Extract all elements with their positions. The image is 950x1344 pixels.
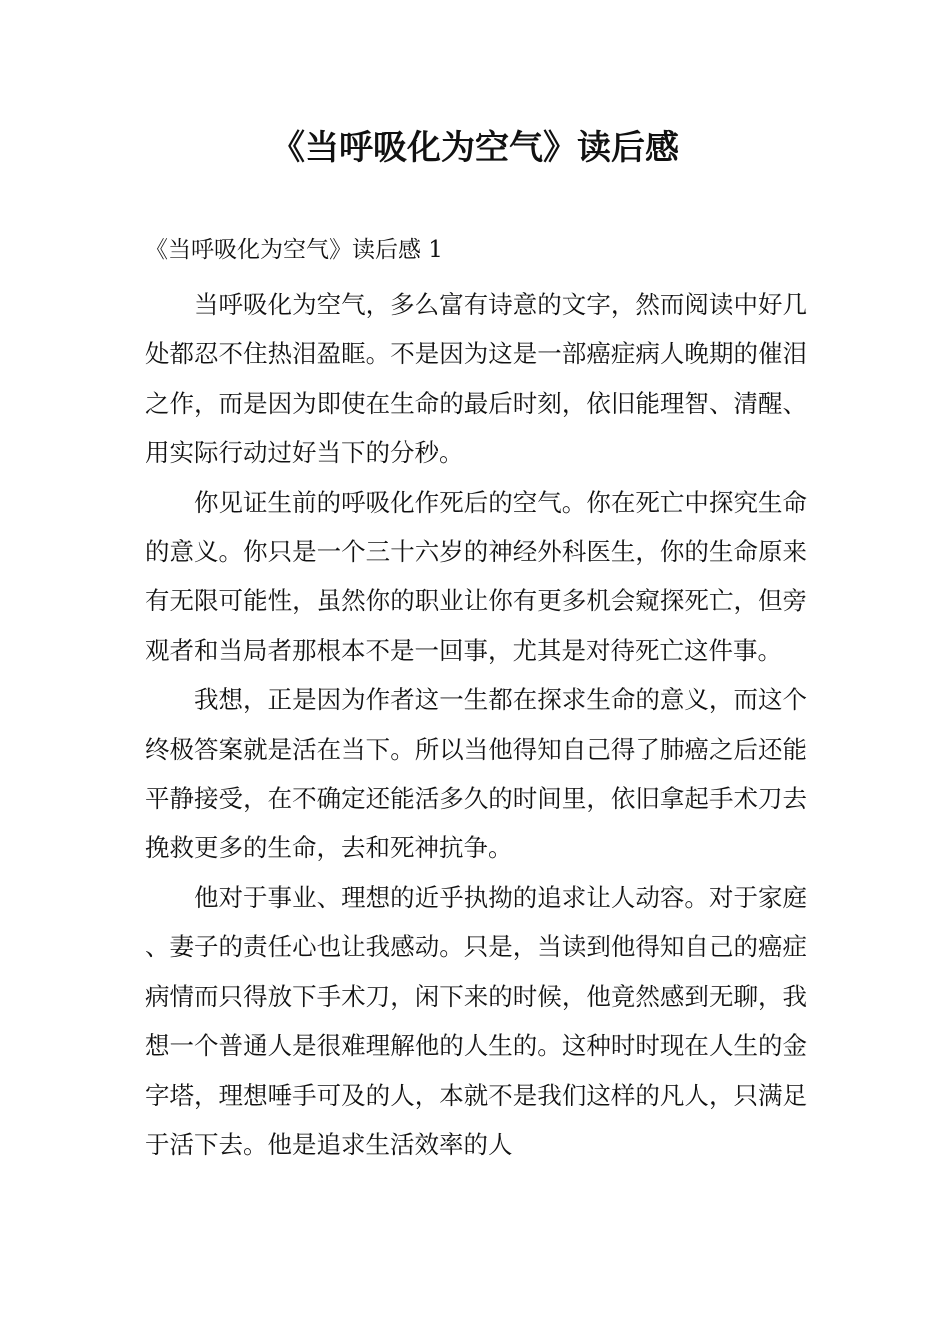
paragraph-3: 我想，正是因为作者这一生都在探求生命的意义，而这个终极答案就是活在当下。所以当他得知自己得了肺癌之后还能平静接受，在不确定还能活多久的时间里，依旧拿起手术刀去挽救更多的生命，去和死神抗争。 [145,685,807,863]
document-body [145,280,807,1169]
paragraph-4: 他对于事业、理想的近乎执拗的追求让人动容。对于家庭、妻子的责任心也让我感动。只是，当读到他得知自己的癌症病情而只得放下手术刀，闲下来的时候，他竟然感到无聊，我想一个普通人是很难理解他的人生的。这种时时现在人生的金字塔，理想唾手可及的人，本就不是我们这样的凡人，只满足于活下去。他是追求生活效率的人 [145,882,807,1159]
section-heading: 《当呼吸化为空气》读后感 1 [145,237,443,263]
paragraph-2: 你见证生前的呼吸化作死后的空气。你在死亡中探究生命的意义。你只是一个三十六岁的神经外科医生，你的生命原来有无限可能性，虽然你的职业让你有更多机会窥探死亡，但旁观者和当局者那根本不是一回事，尤其是对待死亡这件事。 [145,487,807,665]
document-title: 《当呼吸化为空气》读后感 [271,128,679,168]
paragraph-1: 当呼吸化为空气，多么富有诗意的文字，然而阅读中好几处都忍不住热泪盈眶。不是因为这是一部癌症病人晚期的催泪之作，而是因为即使在生命的最后时刻，依旧能理智、清醒、用实际行动过好当下的分秒。 [145,290,807,468]
